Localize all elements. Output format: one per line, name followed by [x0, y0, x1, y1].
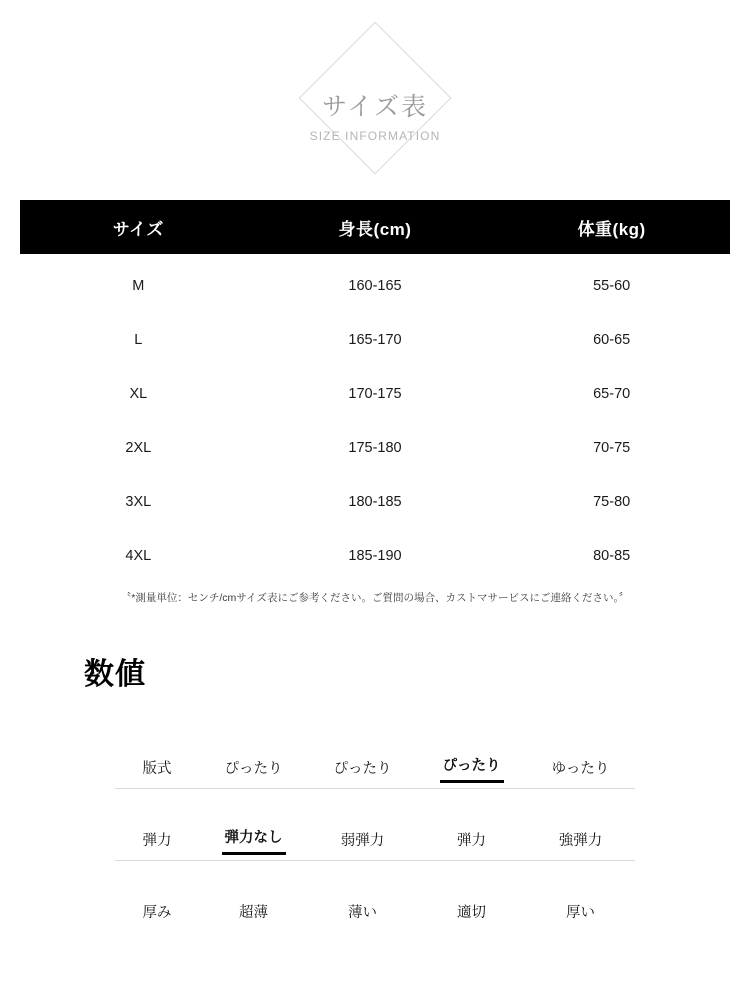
size-table-head — [20, 200, 730, 254]
cell-weight: 80-85 — [593, 548, 631, 564]
spec-option-thickness-4[interactable]: 厚い — [566, 904, 595, 921]
table-row — [20, 529, 730, 583]
cell-height: 165-170 — [348, 332, 402, 348]
size-table-body — [20, 254, 730, 583]
cell-weight: 75-80 — [593, 494, 631, 510]
table-row — [20, 313, 730, 367]
cell-weight: 55-60 — [593, 278, 631, 294]
cell-size: XL — [129, 386, 148, 402]
cell-weight: 70-75 — [593, 440, 631, 456]
header — [0, 0, 750, 200]
spec-row-fit-label: 版式 — [142, 760, 172, 777]
cell-weight: 60-65 — [593, 332, 631, 348]
spec-option-thickness-1[interactable]: 超薄 — [239, 904, 268, 921]
spec-row-elasticity — [115, 789, 635, 861]
spec-row-thickness — [115, 861, 635, 933]
page-title: サイズ表 — [321, 93, 428, 121]
page-subtitle: SIZE INFORMATION — [309, 129, 441, 143]
cell-size: L — [134, 332, 143, 348]
spec-option-elasticity-2[interactable]: 弱弾力 — [340, 832, 385, 849]
cell-size: 4XL — [125, 548, 152, 564]
cell-height: 185-190 — [348, 548, 402, 564]
column-header-weight: 体重(kg) — [493, 200, 730, 254]
spec-row-elasticity-label: 弾力 — [142, 832, 172, 849]
spec-option-fit-4[interactable]: ゆったり — [551, 760, 610, 777]
cell-weight: 65-70 — [593, 386, 631, 402]
spec-scales — [115, 717, 635, 933]
column-header-height: 身長(cm) — [257, 200, 494, 254]
table-row — [20, 475, 730, 529]
spec-row-fit — [115, 717, 635, 789]
table-row — [20, 367, 730, 421]
spec-option-thickness-2[interactable]: 薄い — [348, 904, 377, 921]
cell-size: M — [132, 278, 145, 294]
spec-row-thickness-label: 厚み — [142, 904, 172, 921]
title-block — [0, 92, 750, 143]
cell-size: 2XL — [125, 440, 152, 456]
cell-height: 170-175 — [348, 386, 402, 402]
spec-option-fit-1[interactable]: ぴったり — [224, 760, 283, 777]
spec-option-fit-2[interactable]: ぴったり — [333, 760, 392, 777]
size-table — [20, 200, 730, 583]
table-header-row — [20, 200, 730, 254]
cell-size: 3XL — [125, 494, 152, 510]
spec-option-fit-3-selected[interactable]: ぴったり — [417, 754, 526, 789]
measurement-note: 〝*測量単位：センチ/cmサイズ表にご参考ください。ご質問の場合、カストマサービスにご連絡ください。〞 — [120, 592, 630, 604]
section-title-values: 数値 — [84, 657, 146, 691]
cell-height: 160-165 — [348, 278, 402, 294]
spec-option-elasticity-1-selected[interactable]: 弾力なし — [199, 826, 308, 861]
cell-height: 175-180 — [348, 440, 402, 456]
spec-option-elasticity-3[interactable]: 弾力 — [457, 832, 486, 849]
spec-option-thickness-3[interactable]: 適切 — [457, 904, 486, 921]
column-header-size: サイズ — [20, 200, 257, 254]
table-row — [20, 421, 730, 475]
table-row — [20, 254, 730, 313]
spec-option-elasticity-4[interactable]: 強弾力 — [558, 832, 603, 849]
cell-height: 180-185 — [348, 494, 402, 510]
